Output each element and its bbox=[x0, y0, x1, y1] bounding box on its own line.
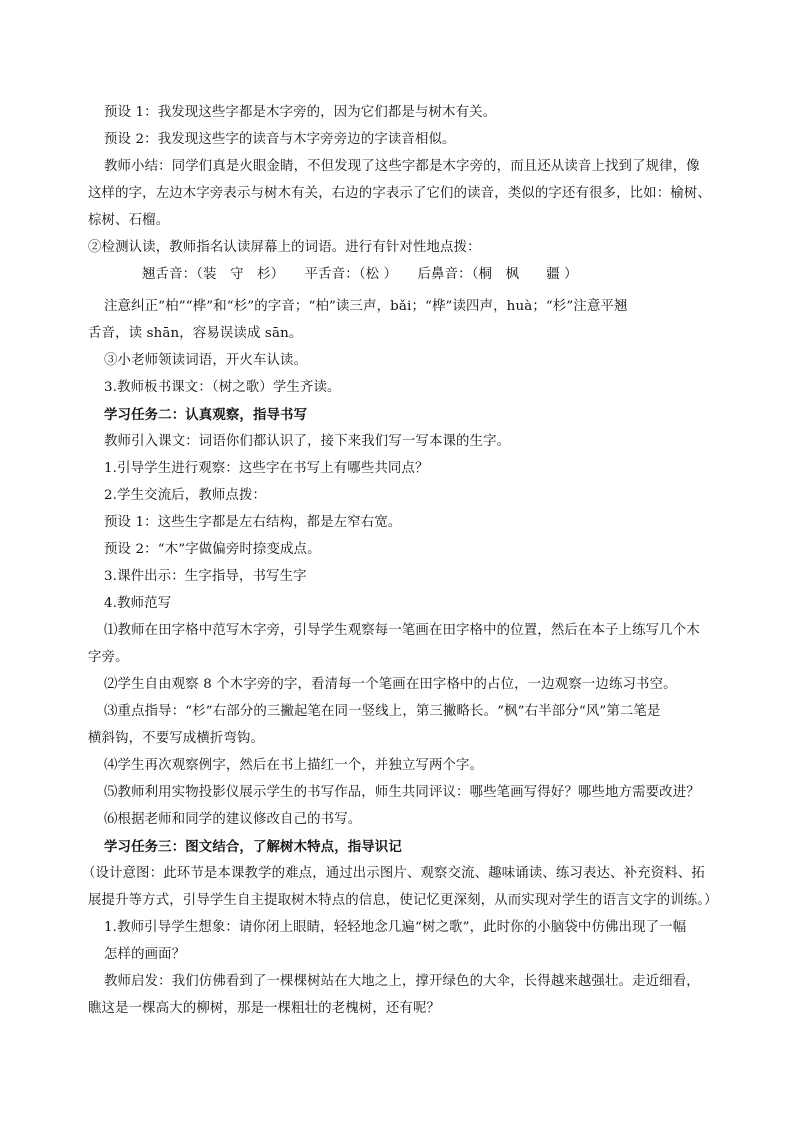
step-1-line-1: ⑴教师在田字格中范写木字旁，引导学生观察每一笔画在田字格中的位置，然后在本子上练写几个木 bbox=[104, 623, 700, 638]
step-1-line-2: 字旁。 bbox=[88, 650, 129, 665]
structure-preset-2-line: 预设 2：“木”字做偏旁时捺变成点。 bbox=[104, 542, 321, 557]
courseware-line: 3.课件出示：生字指导，书写生字 bbox=[104, 569, 307, 584]
lead-reading-line: ③小老师领读词语，开火车认读。 bbox=[104, 353, 308, 368]
design-intent-line-2: 展提升等方式，引导学生自主提取树木特点的信息，使记忆更深刻，从而实现对学生的语言文字的训练。） bbox=[88, 893, 718, 908]
imagine-line-1: 1.教师引导学生想象：请你闭上眼睛，轻轻地念几遍“树之歌”，此时你的小脑袋中仿佛出现了一幅 bbox=[104, 920, 687, 935]
inspire-line-1: 教师启发：我们仿佛看到了一棵棵树站在大地之上，撑开绿色的大伞，长得越来越强壮。走近细看， bbox=[104, 974, 700, 989]
structure-preset-1-line: 预设 1：这些生字都是左右结构，都是左窄右宽。 bbox=[104, 515, 402, 530]
step-6-line: ⑹根据老师和同学的建议修改自己的书写。 bbox=[104, 812, 362, 827]
step-4-line: ⑷学生再次观察例字，然后在书上描红一个，并独立写两个字。 bbox=[104, 758, 484, 773]
imagine-line-2: 怎样的画面？ bbox=[104, 947, 186, 962]
check-reading-line: ②检测认读，教师指名认读屏幕上的词语。进行有针对性地点拨： bbox=[88, 240, 481, 255]
correction-line-1: 注意纠正“柏”“桦”和“杉”的字音；“柏”读三声，bǎi；“桦”读四声，huà；“杉”注意平翘 bbox=[104, 299, 628, 314]
board-writing-line: 3.教师板书课文：（树之歌）学生齐读。 bbox=[104, 380, 341, 395]
preset-1-line: 预设 1：我发现这些字都是木字旁的，因为它们都是与树木有关。 bbox=[104, 105, 497, 120]
intro-text-line: 教师引入课文：词语你们都认识了，接下来我们写一写本课的生字。 bbox=[104, 434, 511, 449]
teacher-summary-line-2: 这样的字，左边木字旁表示与树木有关，右边的字表示了它们的读音，类似的字还有很多，比如：榆树、 bbox=[88, 186, 711, 201]
exchange-line: 2.学生交流后，教师点拨： bbox=[104, 488, 267, 503]
pronunciation-groups-line: 翘舌音：（装 守 杉） 平舌音：（松 ） 后鼻音：（桐 枫 疆 ） bbox=[142, 267, 578, 282]
step-3-line-2: 横斜钩，不要写成横折弯钩。 bbox=[88, 731, 265, 746]
teacher-summary-line-1: 教师小结：同学们真是火眼金睛，不但发现了这些字都是木字旁的，而且还从读音上找到了规律，像 bbox=[104, 159, 700, 174]
correction-line-2: 舌音，读 shān，容易误读成 sān。 bbox=[88, 326, 303, 341]
step-3-line-1: ⑶重点指导：“杉”右部分的三撇起笔在同一竖线上，第三撇略长。“枫”右半部分“风”第二笔是 bbox=[104, 704, 661, 719]
inspire-line-2: 瞧这是一棵高大的柳树，那是一棵粗壮的老槐树，还有呢？ bbox=[88, 1001, 441, 1016]
design-intent-line-1: （设计意图：此环节是本课教学的难点，通过出示图片、观察交流、趣味诵读、练习表达、补充资料、拓 bbox=[82, 866, 705, 881]
demo-writing-line: 4.教师范写 bbox=[104, 596, 172, 611]
task-two-heading: 学习任务二：认真观察，指导书写 bbox=[104, 407, 308, 423]
teacher-summary-line-3: 棕树、石榴。 bbox=[88, 213, 170, 228]
observe-line: 1.引导学生进行观察：这些字在书写上有哪些共同点？ bbox=[104, 461, 429, 476]
task-three-heading: 学习任务三：图文结合，了解树木特点，指导识记 bbox=[104, 839, 402, 855]
step-5-line: ⑸教师利用实物投影仪展示学生的书写作品，师生共同评议：哪些笔画写得好？哪些地方需要改进？ bbox=[104, 785, 700, 800]
step-2-line: ⑵学生自由观察 8 个木字旁的字，看清每一个笔画在田字格中的占位，一边观察一边练习书空。 bbox=[104, 677, 677, 692]
preset-2-line: 预设 2：我发现这些字的读音与木字旁旁边的字读音相似。 bbox=[104, 132, 456, 147]
